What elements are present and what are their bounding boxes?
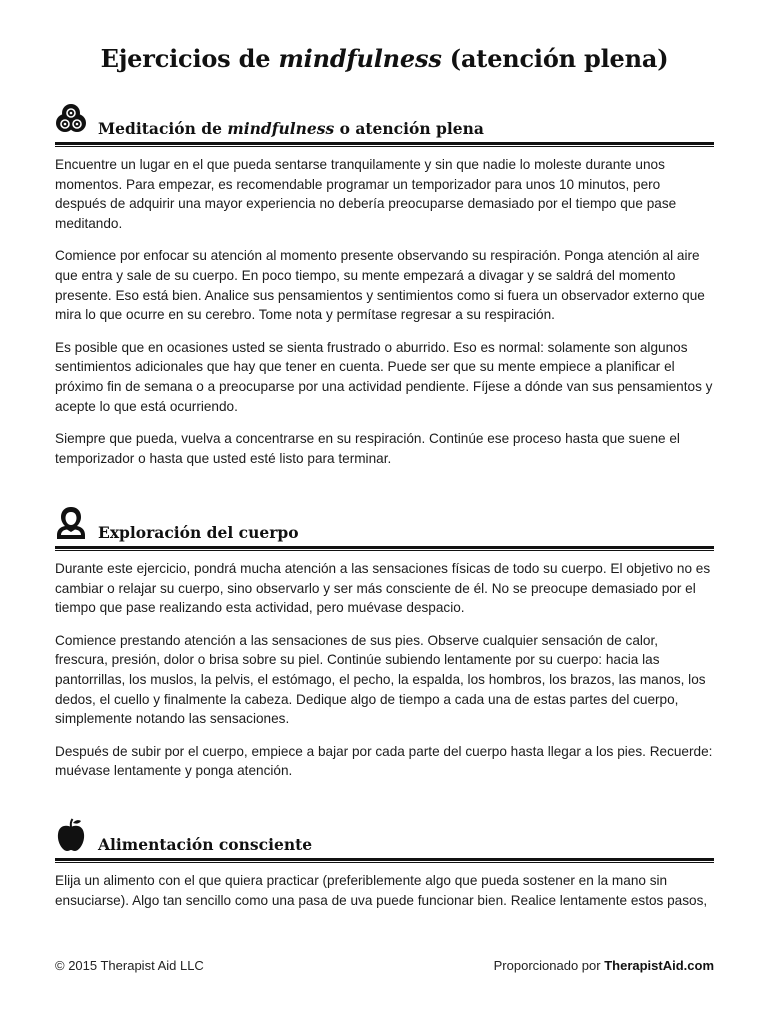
paragraph: Elija un alimento con el que quiera practicar (preferiblemente algo que pueda sostener en la mano sin ensuciarse). Algo tan sencillo como una pasa de uva puede funcionar bien. Realice lentamente estos pasos,: [55, 873, 708, 908]
paragraph: Comience prestando atención a las sensaciones de sus pies. Observe cualquier sensación de calor, frescura, presión, dolor o brisa sobre su piel. Continúe subiendo lentamente por su cuerpo: hacia las pantorrillas, los muslos, la pelvis, el estómago, el pecho, la espalda, los hombros, los brazos, las manos, los dedos, el cuello y finalmente la cabeza. Dedique algo de tiempo a cada una de estas partes del cuerpo, simplemente notando las sensaciones.: [55, 632, 706, 727]
footer-copyright: © 2015 Therapist Aid LLC: [55, 958, 204, 973]
section-title: Alimentación consciente: [98, 835, 313, 854]
page-title: [55, 44, 714, 73]
section-header: [55, 820, 714, 858]
paragraph: Es posible que en ocasiones usted se sienta frustrado o aburrido. Eso es normal: solamente son algunos sentimientos adicionales que hay que tener en cuenta. Puede ser que su mente empiece a planificar el próximo fin de semana o a preocuparse por una actividad pendiente. Fíjese a dónde van sus pensamientos y acepte lo que está ocurriendo.: [55, 339, 713, 414]
paragraph: Comience por enfocar su atención al momento presente observando su respiración. Ponga atención al aire que entra y sale de su cuerpo. En poco tiempo, su mente empezará a divagar y se saldrá del momento presente. Eso está bien. Analice sus pensamientos y sentimientos como si fuera un observador externo que mira lo que ocurre en su cerebro. Tome nota y permítase regresar a su respiración.: [55, 248, 705, 323]
section-title: [98, 119, 484, 138]
section-body-scan: [55, 508, 714, 781]
paragraph: Después de subir por el cuerpo, empiece a bajar por cada parte del cuerpo hasta llegar a los pies. Recuerde: muévase lentamente y ponga atención.: [55, 743, 713, 779]
paragraph: Encuentre un lugar en el que pueda sentarse tranquilamente y sin que nadie lo moleste durante unos momentos. Para empezar, es recomendable programar un temporizador para unos 10 minutos, pero después de adquirir una mayor experiencia no debería preocuparse demasiado por el tiempo que pase meditando.: [55, 157, 677, 231]
section-header: [55, 104, 714, 142]
section-title-text: Meditación de: [98, 119, 228, 138]
footer-provided-by: Proporcionado por: [493, 958, 605, 973]
title-text-end: (atención plena): [441, 44, 669, 73]
paragraph: Siempre que pueda, vuelva a concentrarse en su respiración. Continúe ese proceso hasta que suene el temporizador o hasta que usted esté listo para terminar.: [55, 431, 680, 466]
person-silhouette-icon: [55, 506, 87, 540]
footer-brand-link[interactable]: TherapistAid.com: [604, 958, 714, 973]
title-text: Ejercicios de: [100, 44, 279, 73]
section-title-emphasis: mindfulness: [227, 119, 335, 138]
section-mindful-eating: [55, 820, 714, 910]
section-divider: [55, 858, 714, 863]
footer-attribution: [494, 958, 714, 973]
section-header: [55, 508, 714, 546]
apple-icon: [55, 818, 87, 852]
section-title-text-end: o atención plena: [334, 119, 484, 138]
paragraph: Durante este ejercicio, pondrá mucha atención a las sensaciones físicas de todo su cuerpo. El objetivo no es cambiar o relajar su cuerpo, sino observarlo y ser más consciente de él. No se preocupe demasiado por el tiempo que pase realizando esta actividad, pero muévase despacio.: [55, 561, 711, 616]
section-meditation: [55, 104, 714, 468]
section-divider: [55, 546, 714, 551]
title-emphasis: mindfulness: [278, 44, 442, 73]
section-divider: [55, 142, 714, 147]
meditation-flower-icon: [55, 102, 87, 136]
section-title: Exploración del cuerpo: [98, 523, 299, 542]
